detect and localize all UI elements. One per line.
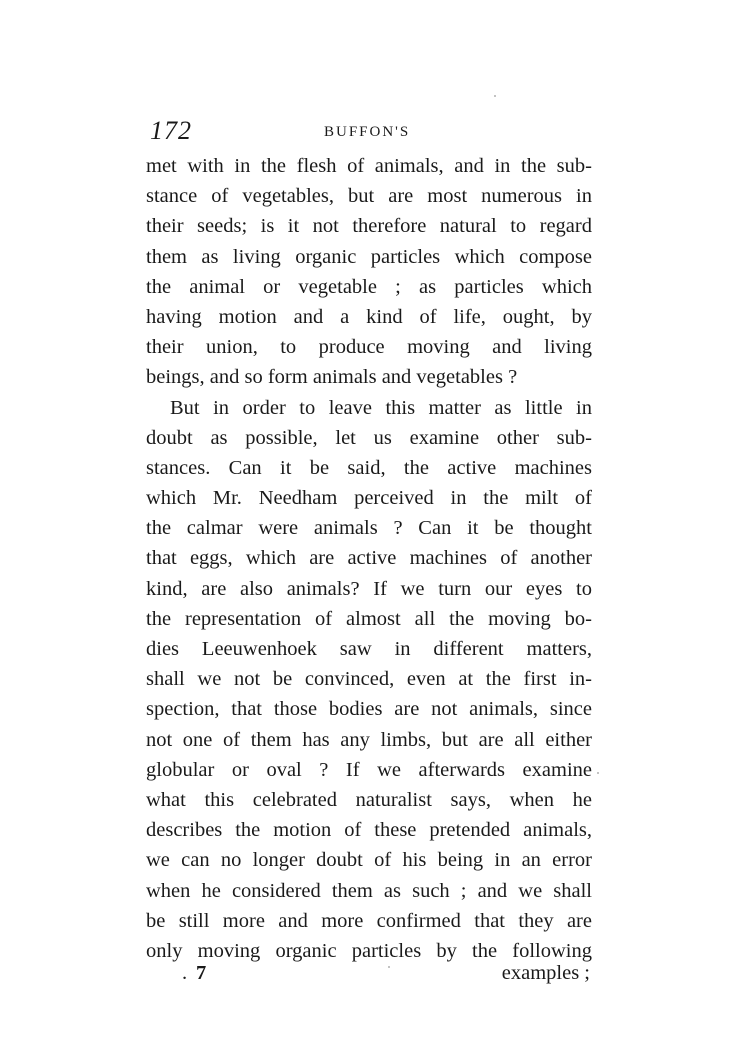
running-head: BUFFON'S xyxy=(324,124,411,140)
text-line: kind, are also animals? If we turn our eyes to xyxy=(146,577,592,600)
print-speck xyxy=(388,966,390,968)
print-speck: . xyxy=(182,962,188,984)
text-line: be still more and more confirmed that they are xyxy=(146,909,592,932)
text-line: doubt as possible, let us examine other sub- xyxy=(146,426,592,449)
text-line: when he considered them as such ; and we shall xyxy=(146,879,592,902)
print-speck xyxy=(494,95,496,97)
text-line: having motion and a kind of life, ought, by xyxy=(146,305,592,328)
signature-mark: 7 xyxy=(196,962,207,984)
text-line: globular or oval ? If we afterwards examine xyxy=(146,758,592,781)
text-line: we can no longer doubt of his being in an error xyxy=(146,849,592,872)
catchword: examples ; xyxy=(501,962,590,984)
text-line: the animal or vegetable ; as particles which xyxy=(146,275,592,298)
page-footer xyxy=(146,962,592,994)
text-line: what this celebrated naturalist says, when he xyxy=(146,788,592,811)
text-line: not one of them has any limbs, but are all either xyxy=(146,728,592,751)
page-number: 172 xyxy=(150,116,192,145)
text-line: dies Leeuwenhoek saw in different matters, xyxy=(146,638,592,660)
page-header xyxy=(150,116,590,156)
text-line: stances. Can it be said, the active machines xyxy=(146,456,592,479)
text-line: their seeds; is it not therefore natural to regard xyxy=(146,215,592,238)
text-line: them as living organic particles which compose xyxy=(146,245,592,268)
text-line: beings, and so form animals and vegetables ? xyxy=(146,366,518,389)
text-line: met with in the flesh of animals, and in the sub- xyxy=(146,155,592,177)
print-speck xyxy=(597,772,599,774)
text-line: describes the motion of these pretended animals, xyxy=(146,819,592,842)
text-line: that eggs, which are active machines of another xyxy=(146,547,592,570)
text-line: the representation of almost all the moving bo- xyxy=(146,607,592,630)
text-line: spection, that those bodies are not animals, since xyxy=(146,698,592,721)
text-line: their union, to produce moving and living xyxy=(146,336,592,359)
text-line: only moving organic particles by the following xyxy=(146,939,592,962)
text-line: which Mr. Needham perceived in the milt of xyxy=(146,487,592,510)
text-line: shall we not be convinced, even at the first in- xyxy=(146,668,592,691)
text-line: the calmar were animals ? Can it be thought xyxy=(146,517,592,540)
text-line: But in order to leave this matter as little in xyxy=(170,396,592,419)
body-text xyxy=(146,151,592,966)
text-line: stance of vegetables, but are most numerous in xyxy=(146,185,592,208)
